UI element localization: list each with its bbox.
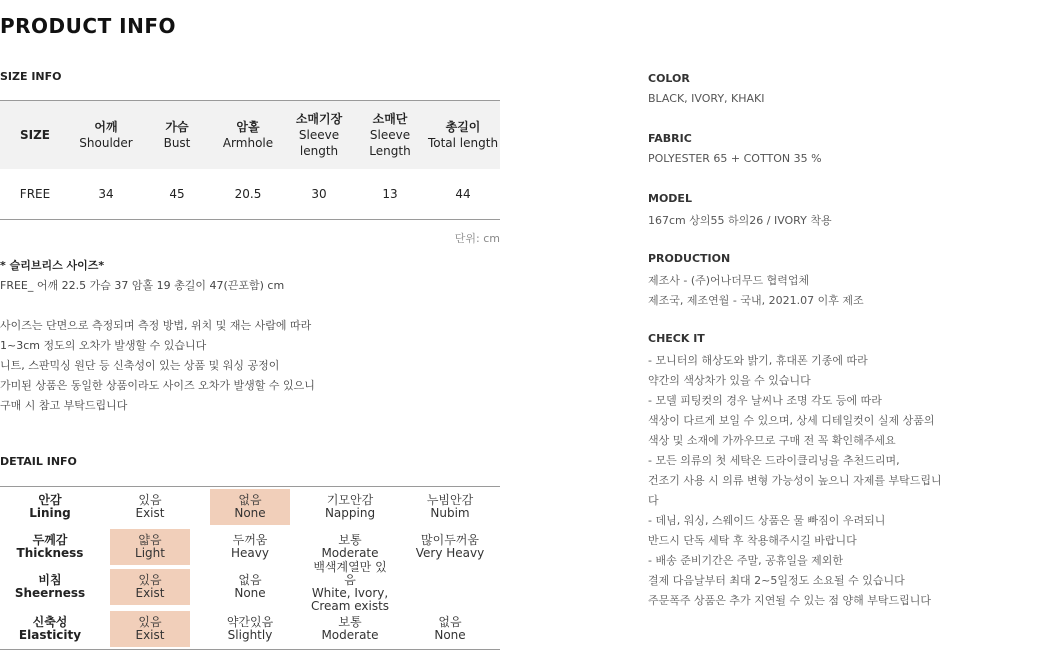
check-line: - 모델 피팅컷의 경우 날씨나 조명 각도 등에 따라 — [648, 394, 882, 407]
size-note-line: 구매 시 참고 부탁드립니다 — [0, 399, 128, 412]
color-text: BLACK, IVORY, KHAKI — [648, 92, 765, 105]
option-en: Exist — [135, 586, 165, 600]
detail-option — [210, 529, 290, 565]
detail-option-selected — [210, 489, 290, 525]
table-row — [0, 169, 500, 219]
size-cell: 45 — [169, 187, 185, 201]
detail-label-en: Thickness — [16, 546, 84, 560]
header-sublabel: Armhole — [222, 136, 274, 150]
detail-row — [0, 489, 500, 525]
option-en: Exist — [135, 506, 165, 520]
header-sublabel: Sleeve length — [298, 128, 340, 158]
option-en: Very Heavy — [415, 546, 485, 560]
check-line: 건조기 사용 시 의류 변형 가능성이 높으니 자제를 부탁드립니 — [648, 474, 942, 487]
check-line: - 모니터의 해상도와 밝기, 휴대폰 기종에 따라 — [648, 354, 868, 367]
detail-row-label — [0, 489, 100, 525]
option-en: Nubim — [430, 506, 470, 520]
check-line: - 데님, 워싱, 스웨이드 상품은 물 빠짐이 우려되니 — [648, 514, 886, 527]
option-ko: 없음 — [238, 573, 262, 587]
detail-row — [0, 560, 500, 613]
detail-option-selected — [110, 611, 190, 647]
detail-option — [210, 569, 290, 605]
model-text: 167cm 상의55 하의26 / IVORY 착용 — [648, 214, 832, 227]
size-cell: 44 — [455, 187, 471, 201]
detail-option — [310, 560, 390, 613]
header-label: 총길이 — [445, 120, 481, 134]
header-shoulder — [70, 101, 142, 169]
option-ko: 두꺼움 — [232, 533, 268, 547]
header-label: 가슴 — [165, 120, 189, 134]
option-ko: 약간있음 — [226, 615, 274, 629]
option-en: Exist — [135, 628, 165, 642]
size-info-title: SIZE INFO — [0, 70, 62, 83]
header-sublabel: Bust — [163, 136, 191, 150]
size-cell: 30 — [311, 187, 327, 201]
check-line: 결제 다음날부터 최대 2~5일정도 소요될 수 있습니다 — [648, 574, 905, 587]
size-cell: FREE — [19, 187, 51, 201]
detail-info-title: DETAIL INFO — [0, 455, 77, 468]
option-ko: 있음 — [138, 493, 162, 507]
header-label: SIZE — [19, 128, 50, 142]
sleeveless-size-text: FREE_ 어깨 22.5 가슴 37 암홀 19 총길이 47(끈포함) cm — [0, 279, 285, 292]
header-label: 어깨 — [94, 120, 118, 134]
production-heading: PRODUCTION — [648, 252, 731, 265]
size-table — [0, 100, 500, 220]
detail-label-ko: 신축성 — [32, 615, 68, 629]
header-label: 소매기장 — [295, 112, 343, 126]
detail-option — [410, 489, 490, 525]
check-line: 주문폭주 상품은 추가 지연될 수 있는 점 양해 부탁드립니다 — [648, 594, 931, 607]
production-line: 제조국, 제조연월 - 국내, 2021.07 이후 제조 — [648, 294, 864, 307]
size-note-line: 가미된 상품은 동일한 상품이라도 사이즈 오차가 발생할 수 있으니 — [0, 379, 315, 392]
detail-row — [0, 611, 500, 647]
detail-option — [310, 489, 390, 525]
option-ko: 있음 — [138, 573, 162, 587]
option-ko: 없음 — [238, 493, 262, 507]
detail-label-ko: 두께감 — [32, 533, 68, 547]
option-ko: 없음 — [438, 615, 462, 629]
header-cuff — [354, 101, 426, 169]
header-label: 소매단 — [372, 112, 408, 126]
option-ko: 있음 — [138, 615, 162, 629]
header-sleeve-length — [284, 101, 354, 169]
option-en: Slightly — [227, 628, 273, 642]
option-ko: 백색계열만 있음 — [313, 560, 387, 587]
size-note-line: 1~3cm 정도의 오차가 발생할 수 있습니다 — [0, 339, 207, 352]
header-armhole — [212, 101, 284, 169]
check-line: 약간의 색상차가 있을 수 있습니다 — [648, 374, 811, 387]
detail-table — [0, 486, 500, 650]
option-en: White, Ivory, Cream exists — [310, 586, 390, 613]
check-line: 다 — [648, 494, 659, 507]
option-en: Napping — [324, 506, 376, 520]
check-line: - 배송 준비기간은 주말, 공휴일을 제외한 — [648, 554, 843, 567]
detail-option — [410, 529, 490, 565]
option-ko: 보통 — [338, 615, 362, 629]
header-sublabel: Sleeve Length — [369, 128, 411, 158]
sleeveless-size-title: * 슬리브리스 사이즈* — [0, 259, 105, 272]
detail-label-en: Elasticity — [18, 628, 82, 642]
size-note-line: 사이즈는 단면으로 측정되며 측정 방법, 위치 및 재는 사람에 따라 — [0, 319, 312, 332]
detail-label-en: Lining — [29, 506, 71, 520]
detail-row-label — [0, 529, 100, 565]
detail-option — [310, 611, 390, 647]
option-ko: 보통 — [338, 533, 362, 547]
detail-option — [410, 611, 490, 647]
option-en: Heavy — [231, 546, 269, 560]
check-line: 색상 및 소재에 가까우므로 구매 전 꼭 확인해주세요 — [648, 434, 896, 447]
color-heading: COLOR — [648, 72, 690, 85]
production-line: 제조사 - (주)어나더무드 협력업체 — [648, 274, 810, 287]
header-label: 암홀 — [236, 120, 260, 134]
option-en: Light — [135, 546, 165, 560]
size-note-line: 니트, 스판믹싱 원단 등 신축성이 있는 상품 및 워싱 공정이 — [0, 359, 280, 372]
detail-option — [210, 611, 290, 647]
check-line: - 모든 의류의 첫 세탁은 드라이클리닝을 추천드리며, — [648, 454, 900, 467]
option-ko: 많이두꺼움 — [421, 533, 479, 547]
option-ko: 기모안감 — [326, 493, 374, 507]
check-heading: CHECK IT — [648, 332, 705, 345]
detail-label-ko: 안감 — [38, 493, 62, 507]
size-table-header — [0, 101, 500, 169]
detail-option-selected — [110, 529, 190, 565]
header-sublabel: Shoulder — [79, 136, 133, 150]
option-en: None — [234, 506, 266, 520]
header-sublabel: Total length — [427, 136, 499, 150]
detail-row-label — [0, 569, 100, 605]
header-total-length — [426, 101, 500, 169]
option-en: None — [234, 586, 266, 600]
option-en: Moderate — [321, 628, 379, 642]
unit-note: 단위: cm — [454, 232, 500, 245]
check-line: 색상이 다르게 보일 수 있으며, 상세 디테일컷이 실제 상품의 — [648, 414, 935, 427]
option-en: None — [434, 628, 466, 642]
header-bust — [142, 101, 212, 169]
header-size — [0, 101, 70, 169]
check-line: 반드시 단독 세탁 후 착용해주시길 바랍니다 — [648, 534, 857, 547]
model-heading: MODEL — [648, 192, 692, 205]
detail-option — [110, 489, 190, 525]
fabric-text: POLYESTER 65 + COTTON 35 % — [648, 152, 822, 165]
detail-label-ko: 비침 — [38, 573, 62, 587]
detail-row-label — [0, 611, 100, 647]
size-cell: 13 — [382, 187, 398, 201]
option-ko: 얇음 — [138, 533, 162, 547]
option-en: Moderate — [321, 546, 379, 560]
size-cell: 20.5 — [234, 187, 262, 201]
option-ko: 누빔안감 — [426, 493, 474, 507]
detail-row — [0, 529, 500, 565]
detail-label-en: Sheerness — [14, 586, 86, 600]
size-cell: 34 — [98, 187, 114, 201]
detail-option-selected — [110, 569, 190, 605]
fabric-heading: FABRIC — [648, 132, 692, 145]
page-title: PRODUCT INFO — [0, 14, 177, 38]
